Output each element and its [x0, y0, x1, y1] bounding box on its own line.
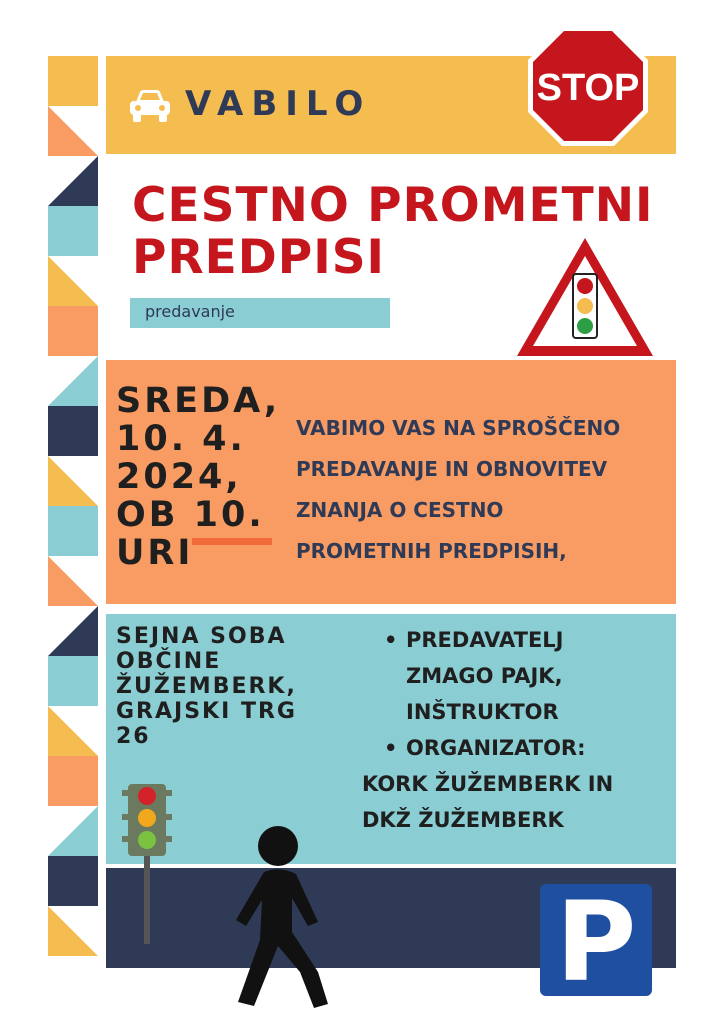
- organizer-label: ORGANIZATOR:: [406, 736, 586, 760]
- date-line: OB 10.: [116, 495, 265, 535]
- strip-triangle: [48, 556, 98, 606]
- strip-triangle: [48, 806, 98, 856]
- organizer-name: KORK ŽUŽEMBERK IN: [362, 772, 614, 796]
- invitation-line: PROMETNIH PREDPISIH,: [296, 539, 567, 563]
- strip-block: [48, 156, 98, 206]
- strip-block: [48, 356, 98, 406]
- date-line: URI: [116, 533, 194, 573]
- strip-block: [48, 106, 98, 156]
- strip-triangle: [48, 106, 98, 156]
- event-date: [116, 382, 280, 572]
- organizer-name: DKŽ ŽUŽEMBERK: [362, 808, 564, 832]
- strip-block: [48, 406, 98, 456]
- traffic-light-icon: [120, 780, 174, 952]
- stop-sign-icon: [526, 24, 650, 152]
- date-line: 2024,: [116, 457, 242, 497]
- stop-sign-label: STOP: [536, 67, 640, 109]
- strip-block: [48, 906, 98, 956]
- strip-block: [48, 706, 98, 756]
- strip-triangle: [48, 456, 98, 506]
- strip-block: [48, 56, 98, 106]
- car-icon: [128, 88, 172, 128]
- date-line: 10. 4.: [116, 419, 246, 459]
- strip-block: [48, 456, 98, 506]
- strip-block: [48, 206, 98, 256]
- strip-block: [48, 556, 98, 606]
- event-type: predavanje: [145, 302, 235, 321]
- parking-sign-label: P: [555, 878, 637, 1006]
- bullet-icon: •: [384, 628, 398, 652]
- strip-block: [48, 506, 98, 556]
- strip-block: [48, 306, 98, 356]
- event-title-line2: PREDPISI: [132, 230, 386, 285]
- strip-block: [48, 606, 98, 656]
- location-line: SEJNA SOBA: [116, 624, 287, 649]
- location-line: ŽUŽEMBERK,: [116, 674, 297, 699]
- invitation-line: ZNANJA O CESTNO: [296, 498, 504, 522]
- strip-block: [48, 256, 98, 306]
- strip-triangle: [48, 156, 98, 206]
- strip-block: [48, 756, 98, 806]
- list-item-organizer: [362, 730, 682, 766]
- lecturer-name: ZMAGO PAJK,: [406, 664, 563, 688]
- details-list: [362, 622, 682, 838]
- date-line: SREDA,: [116, 381, 281, 421]
- strip-triangle: [48, 906, 98, 956]
- location-line: OBČINE: [116, 649, 222, 674]
- pedestrian-icon: [168, 822, 388, 1022]
- event-location: [116, 624, 297, 749]
- header-title: VABILO: [185, 84, 372, 124]
- lecturer-label: PREDAVATELJ: [406, 628, 564, 652]
- bullet-icon: •: [384, 736, 398, 760]
- event-title-line1: CESTNO PROMETNI: [132, 178, 654, 233]
- parking-sign-icon: [540, 878, 652, 1006]
- location-line: 26: [116, 724, 151, 749]
- lecturer-role: INŠTRUKTOR: [406, 700, 559, 724]
- strip-triangle: [48, 356, 98, 406]
- strip-triangle: [48, 706, 98, 756]
- invitation-line: PREDAVANJE IN OBNOVITEV: [296, 457, 608, 481]
- strip-block: [48, 656, 98, 706]
- strip-triangle: [48, 606, 98, 656]
- traffic-light-warning-icon: [515, 236, 655, 362]
- strip-block: [48, 856, 98, 906]
- strip-block: [48, 806, 98, 856]
- location-line: GRAJSKI TRG: [116, 699, 297, 724]
- invitation-text: [296, 408, 676, 572]
- list-item-lecturer: [362, 622, 682, 658]
- strip-triangle: [48, 256, 98, 306]
- invitation-line: VABIMO VAS NA SPROŠČENO: [296, 416, 621, 440]
